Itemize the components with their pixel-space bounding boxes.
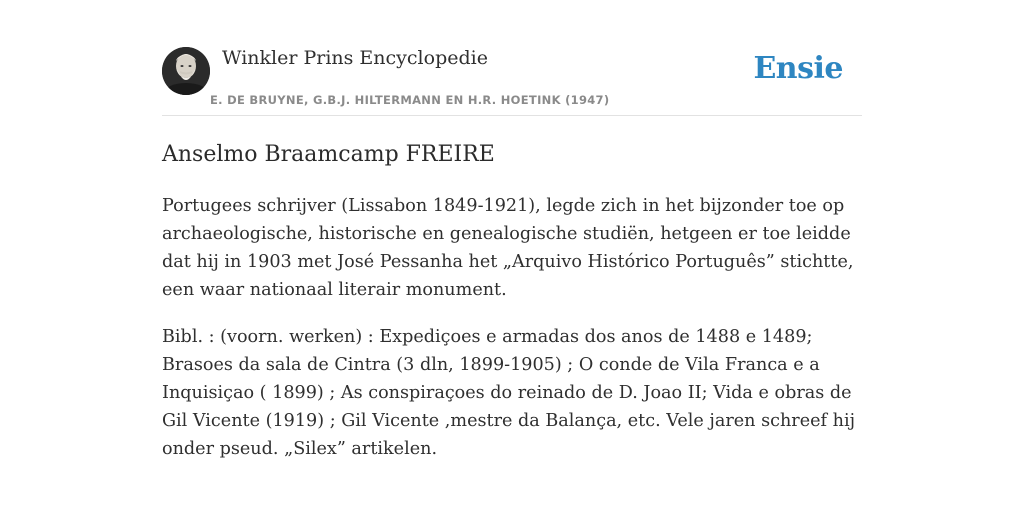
article-paragraph: Portugees schrijver (Lissabon 1849-1921), legde zich in het bijzonder toe op archaeologische, historische en genealogische studiën, hetgeen er toe leidde dat hij in 1903 met José Pessanha het „Arquivo Histórico Português” stichtte, een waar nationaal literair monument. (162, 196, 854, 300)
brand-logo[interactable]: Ensie (753, 51, 843, 86)
header (162, 0, 862, 116)
article-paragraph: Bibl. : (voorn. werken) : Expediçoes e armadas dos anos de 1488 e 1489; Brasoes da sala de Cintra (3 dln, 1899-1905) ; O conde de Vila Franca e a Inquisiçao ( 1899) ; As conspiraçoes do reinado de D. Joao II; Vida e obras de Gil Vicente (1919) ; Gil Vicente ,mestre da Balança, etc. Vele jaren schreef hij onder pseud. „Silex” artikelen. (162, 327, 856, 459)
avatar[interactable] (162, 47, 210, 95)
page-title: Anselmo Braamcamp FREIRE (162, 142, 495, 167)
book-authors: E. DE BRUYNE, G.B.J. HILTERMANN EN H.R. HOETINK (1947) (210, 93, 610, 107)
book-title[interactable]: Winkler Prins Encyclopedie (222, 47, 488, 69)
page-container (162, 0, 862, 459)
bearded-man-portrait-icon (162, 47, 210, 95)
